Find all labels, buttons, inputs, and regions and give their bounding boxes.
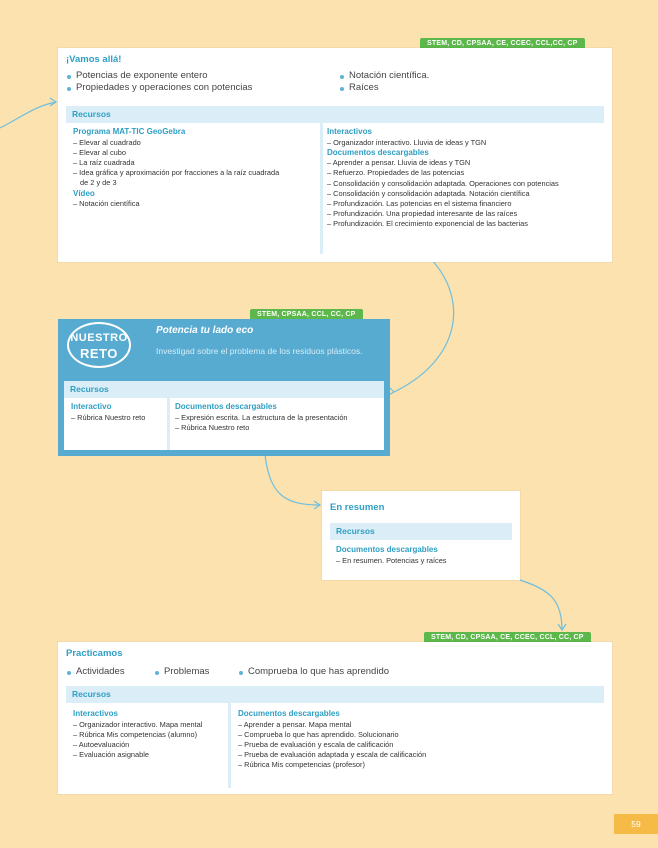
badge-line: NUESTRO (70, 332, 128, 344)
resource-link[interactable]: – Autoevaluación (73, 739, 130, 749)
reto-description: Investigad sobre el problema de los residuos plásticos. (156, 346, 363, 356)
section-title: En resumen (330, 502, 385, 513)
resource-heading: Programa MAT-TIC GeoGebra (73, 127, 186, 136)
resource-heading: Documentos descargables (327, 147, 429, 157)
resource-link[interactable]: – Elevar al cubo (73, 147, 126, 157)
topic-item: Raíces (340, 82, 429, 94)
resource-link[interactable]: – Notación científica (73, 199, 140, 209)
practicamos-card (58, 642, 612, 794)
downloads-column (175, 402, 348, 433)
section-title: Practicamos (66, 648, 123, 659)
competencias-tag: STEM, CD, CPSAA, CE, CCEC, CCL,CC, CP (420, 38, 585, 49)
resource-link[interactable]: – Prueba de evaluación adaptada y escala de calificación (238, 750, 427, 760)
reto-title: Potencia tu lado eco (156, 325, 254, 336)
column-separator (320, 123, 323, 254)
section-title: ¡Vamos allá! (66, 54, 122, 65)
downloads-column (327, 127, 559, 230)
resource-link[interactable]: – Comprueba lo que has aprendido. Solucionario (238, 729, 399, 739)
activity-item: Problemas (155, 666, 209, 678)
resource-link[interactable]: – Prueba de evaluación y escala de calificación (238, 739, 394, 749)
resource-heading: Interactivos (73, 709, 118, 718)
resource-heading: Documentos descargables (238, 709, 340, 718)
resource-heading: Interactivo (71, 402, 112, 411)
resource-link[interactable]: – Idea gráfica y aproximación por fracciones a la raíz cuadrada (73, 168, 280, 178)
resource-link[interactable]: – Profundización. Las potencias en el sistema financiero (327, 199, 512, 209)
resource-link[interactable]: – Organizador interactivo. Mapa mental (73, 719, 203, 729)
downloads-column (336, 545, 447, 566)
resource-link[interactable]: – Profundización. El crecimiento exponencial de las bacterias (327, 219, 528, 229)
recursos-header: Recursos (330, 523, 512, 540)
column-separator (167, 398, 170, 450)
arrow-reto-to-resumen (265, 455, 320, 505)
recursos-header: Recursos (66, 106, 604, 123)
activity-item: Comprueba lo que has aprendido (239, 666, 389, 678)
resource-link[interactable]: – Consolidación y consolidación adaptada. Notación científica (327, 188, 530, 198)
nuestro-reto-card (58, 319, 390, 456)
recursos-header: Recursos (64, 381, 384, 398)
topic-list-left (67, 70, 252, 94)
topic-item: Notación científica. (340, 70, 429, 82)
resource-link[interactable]: – Expresión escrita. La estructura de la presentación (175, 412, 348, 422)
resource-heading: Documentos descargables (336, 545, 438, 554)
resource-link[interactable]: – Aprender a pensar. Lluvia de ideas y TGN (327, 158, 471, 168)
resource-heading: Vídeo (73, 188, 95, 198)
vamos-alla-card (58, 48, 612, 262)
resource-link[interactable]: – Rúbrica Nuestro reto (175, 422, 250, 432)
page-number: 59 (614, 814, 658, 834)
recursos-header: Recursos (66, 686, 604, 703)
resource-link[interactable]: – Rúbrica Mis competencias (alumno) (73, 729, 198, 739)
resource-link[interactable]: – Aprender a pensar. Mapa mental (238, 719, 352, 729)
resource-link[interactable]: – Rúbrica Nuestro reto (71, 412, 146, 422)
interactivo-column (71, 402, 145, 423)
resource-link[interactable]: – En resumen. Potencias y raíces (336, 555, 447, 565)
nuestro-reto-badge-icon (67, 322, 131, 368)
resource-link[interactable]: – Profundización. Una propiedad interesante de las raíces (327, 209, 518, 219)
competencias-tag: STEM, CPSAA, CCL, CC, CP (250, 309, 363, 320)
topic-item: Potencias de exponente entero (67, 70, 252, 82)
reto-resources-panel (64, 381, 384, 450)
resource-link[interactable]: – Refuerzo. Propiedades de las potencias (327, 168, 465, 178)
resource-link[interactable]: – Rúbrica Mis competencias (profesor) (238, 760, 365, 770)
activity-item: Actividades (67, 666, 125, 678)
column-separator (228, 703, 231, 788)
resource-link[interactable]: – Consolidación y consolidación adaptada. Operaciones con potencias (327, 178, 559, 188)
arrow-into-vamos (0, 102, 56, 128)
interactivos-column (73, 709, 202, 760)
badge-line: RETO (80, 346, 118, 361)
resource-heading: Interactivos (327, 127, 372, 136)
competencias-tag: STEM, CD, CPSAA, CE, CCEC, CCL, CC, CP (424, 632, 591, 643)
en-resumen-card (322, 491, 520, 580)
resource-link-continued[interactable]: de 2 y de 3 (80, 178, 117, 188)
resource-link[interactable]: – La raíz cuadrada (73, 157, 135, 167)
topic-list-right (340, 70, 429, 94)
topic-item: Propiedades y operaciones con potencias (67, 82, 252, 94)
arrow-vamos-to-reto (394, 258, 454, 392)
resource-link[interactable]: – Organizador interactivo. Lluvia de ideas y TGN (327, 137, 487, 147)
arrow-resumen-to-practicamos (520, 580, 562, 630)
downloads-column (238, 709, 426, 771)
resource-link[interactable]: – Elevar al cuadrado (73, 137, 141, 147)
resource-heading: Documentos descargables (175, 402, 277, 411)
geogebra-column (73, 127, 279, 209)
resource-link[interactable]: – Evaluación asignable (73, 750, 150, 760)
